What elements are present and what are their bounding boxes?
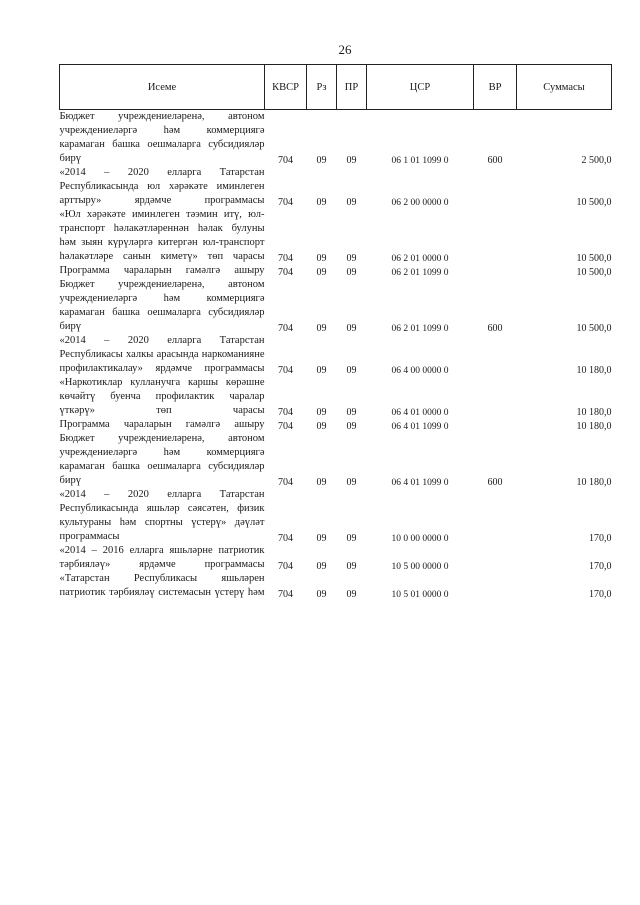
table-row [60,432,612,488]
row-kvsr: 704 [278,253,293,264]
row-vr: 600 [487,155,503,166]
row-vr [474,418,517,432]
row-pr: 09 [346,561,357,572]
row-pr: 09 [346,477,357,488]
row-sum: 10 180,0 [576,421,612,432]
header-name: Исеме [60,65,265,110]
row-rz: 09 [316,421,327,432]
row-csr: 10 5 00 0000 0 [391,562,449,572]
row-name: «Татарстан Республикасы яшьләрен патриотик тәрбияләү системасын үстерү һәм [59,573,265,598]
row-kvsr: 704 [278,365,293,376]
row-rz: 09 [316,561,327,572]
row-name: «2014 – 2016 елларга яшьләрне патриотик тәрбияләү» ярдәмче программасы [59,545,265,570]
row-kvsr: 704 [278,155,293,166]
row-rz: 09 [316,197,327,208]
row-vr [474,488,517,544]
table-row [60,544,612,572]
row-vr [474,544,517,572]
row-kvsr: 704 [278,477,293,488]
row-kvsr: 704 [278,561,293,572]
row-sum: 10 500,0 [576,323,612,334]
row-pr: 09 [346,155,357,166]
row-rz: 09 [316,155,327,166]
header-sum: Суммасы [517,65,612,110]
row-csr: 06 4 01 0000 0 [391,408,449,418]
row-kvsr: 704 [278,407,293,418]
table-row [60,488,612,544]
table-row [60,334,612,376]
row-name: «Наркотиклар кулланучга каршы көрәшне көчәйтү буенча профилактик чаралар үткәрү» төп чарасы [59,377,265,416]
page-number: 26 [338,42,352,57]
row-name: «2014 – 2020 елларга Татарстан Республикасында юл хәрәкәте иминлеген арттыру» ярдәмче программасы [59,167,265,206]
row-vr [474,572,517,600]
row-sum: 10 180,0 [576,477,612,488]
row-csr: 06 2 01 0000 0 [391,254,449,264]
row-vr: 600 [487,477,503,488]
table-header-row [60,65,612,110]
row-kvsr: 704 [278,589,293,600]
row-csr: 06 4 00 0000 0 [391,366,449,376]
row-rz: 09 [316,253,327,264]
row-rz: 09 [316,533,327,544]
row-csr: 06 1 01 1099 0 [391,156,449,166]
row-sum: 2 500,0 [581,155,612,166]
row-pr: 09 [346,533,357,544]
row-vr [474,334,517,376]
row-csr: 10 0 00 0000 0 [391,534,449,544]
table-row [60,208,612,264]
row-pr: 09 [346,267,357,278]
row-rz: 09 [316,477,327,488]
row-sum: 170,0 [589,561,612,572]
row-sum: 10 500,0 [576,253,612,264]
row-rz: 09 [316,365,327,376]
row-sum: 10 180,0 [576,407,612,418]
header-rz: Рз [307,65,337,110]
header-pr: ПР [337,65,367,110]
row-pr: 09 [346,421,357,432]
row-csr: 10 5 01 0000 0 [391,590,449,600]
row-kvsr: 704 [278,267,293,278]
header-csr: ЦСР [367,65,474,110]
row-sum: 170,0 [589,589,612,600]
row-kvsr: 704 [278,533,293,544]
row-pr: 09 [346,323,357,334]
row-vr: 600 [487,323,503,334]
table-row [60,264,612,278]
table-row [60,110,612,167]
row-sum: 10 500,0 [576,267,612,278]
row-sum: 10 180,0 [576,365,612,376]
table-row [60,572,612,600]
table-row [60,376,612,418]
row-name: Бюджет учреждениеләренә, автоном учреждениеләргә һәм коммерциягә карамаган башка оешмаларга субсидияләр бирү [59,111,265,164]
table-row [60,278,612,334]
row-sum: 170,0 [589,533,612,544]
row-name: «2014 – 2020 елларга Татарстан Республикасында яшьләр сәясәтен, физик культураны һәм спортны үстерү» дәүләт программасы [59,489,265,542]
row-rz: 09 [316,589,327,600]
row-pr: 09 [346,589,357,600]
row-vr [474,376,517,418]
row-name: Программа чараларын гамәлгә ашыру [59,265,265,276]
row-name: Бюджет учреждениеләренә, автоном учреждениеләргә һәм коммерциягә карамаган башка оешмаларга субсидияләр бирү [59,433,265,486]
row-kvsr: 704 [278,421,293,432]
header-vr: ВР [474,65,517,110]
row-csr: 06 2 01 1099 0 [391,324,449,334]
table-row [60,418,612,432]
row-sum: 10 500,0 [576,197,612,208]
row-vr [474,166,517,208]
row-csr: 06 2 00 0000 0 [391,198,449,208]
row-vr [474,208,517,264]
table-row [60,166,612,208]
row-name: Бюджет учреждениеләренә, автоном учреждениеләргә һәм коммерциягә карамаган башка оешмаларга субсидияләр бирү [59,279,265,332]
row-rz: 09 [316,323,327,334]
row-kvsr: 704 [278,197,293,208]
row-name: Программа чараларын гамәлгә ашыру [59,419,265,430]
row-csr: 06 4 01 1099 0 [391,422,449,432]
row-name: «2014 – 2020 елларга Татарстан Республикасы халкы арасында наркоманияне профилактикалау» ярдәмче программасы [59,335,265,374]
row-pr: 09 [346,197,357,208]
row-csr: 06 4 01 1099 0 [391,478,449,488]
row-rz: 09 [316,407,327,418]
row-pr: 09 [346,365,357,376]
header-kvsr: КВСР [265,65,307,110]
budget-table [59,64,612,600]
row-name: «Юл хәрәкәте иминлеген тәэмин итү, юл-транспорт һәлакәтләреннән һәлак булуны һәм зыян күрүләргә китергән юл-транспорт һәлакәтләре санын киметү» төп чарасы [59,209,265,262]
row-vr [474,264,517,278]
row-rz: 09 [316,267,327,278]
row-csr: 06 2 01 1099 0 [391,268,449,278]
row-kvsr: 704 [278,323,293,334]
row-pr: 09 [346,253,357,264]
row-pr: 09 [346,407,357,418]
